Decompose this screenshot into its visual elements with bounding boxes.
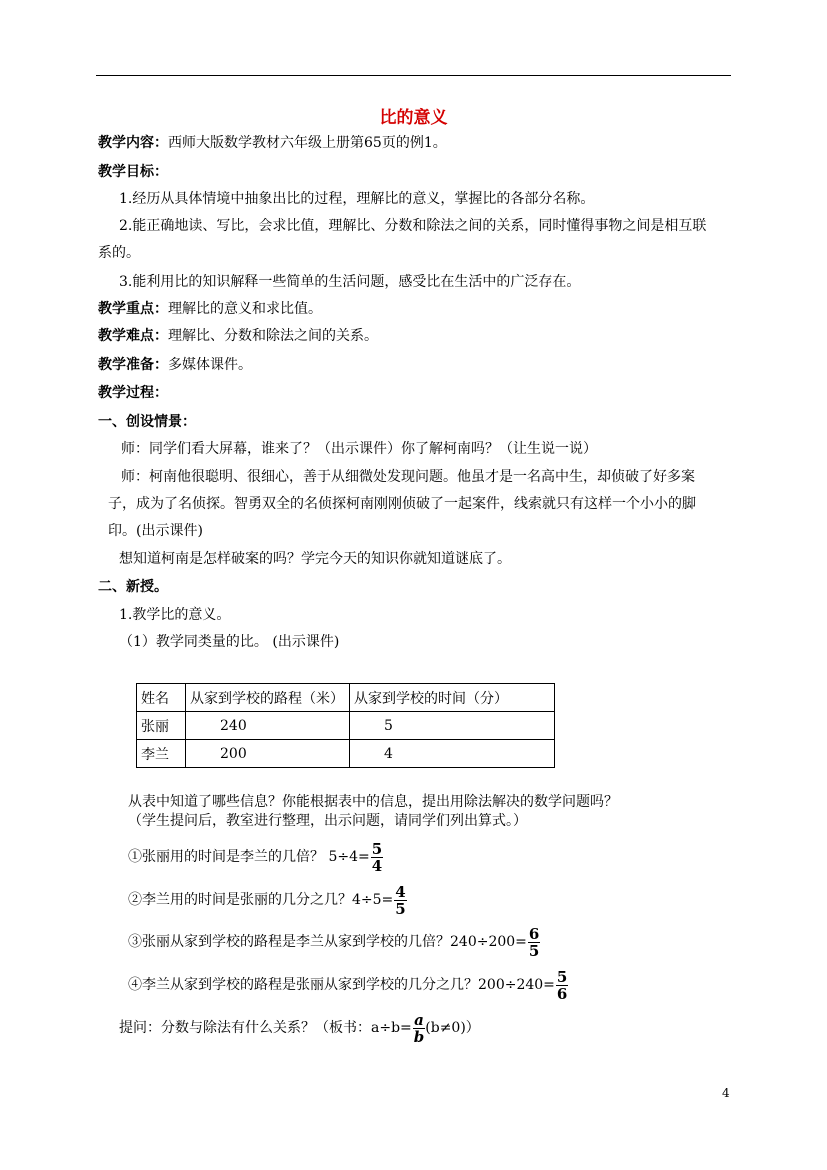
board-question-tail: (b≠0)） bbox=[425, 1020, 480, 1036]
header-rule bbox=[96, 75, 731, 76]
fraction-numerator: 5 bbox=[556, 967, 568, 986]
fraction bbox=[394, 884, 406, 917]
table-header-row bbox=[137, 684, 555, 712]
section-2-heading: 二、新授。 bbox=[98, 579, 168, 595]
fraction-numerator: 5 bbox=[371, 839, 383, 858]
fraction-denominator: 5 bbox=[395, 899, 406, 918]
goal-3: 3.能利用比的知识解释一些简单的生活问题，感受比在生活中的广泛存在。 bbox=[119, 274, 581, 290]
fraction-denominator: 5 bbox=[528, 941, 540, 960]
question-4 bbox=[128, 965, 568, 1005]
board-question bbox=[119, 1008, 480, 1048]
table-cell: 5 bbox=[350, 712, 555, 740]
page-number: 4 bbox=[722, 1086, 730, 1100]
content-text: 西师大版数学教材六年级上册第65页的例1。 bbox=[168, 135, 447, 151]
content-line bbox=[98, 133, 447, 153]
goal-2-line-2: 系的。 bbox=[98, 245, 140, 261]
subsection-1: 1.教学比的意义。 bbox=[119, 607, 231, 623]
table-row bbox=[137, 712, 555, 740]
difficulty-text: 理解比、分数和除法之间的关系。 bbox=[168, 328, 378, 344]
key-point-line bbox=[98, 299, 322, 319]
paragraph-2-line-3: 印。(出示课件) bbox=[108, 523, 203, 539]
fraction bbox=[528, 926, 540, 959]
goal-2-line-1: 2.能正确地读、写比，会求比值，理解比、分数和除法之间的关系，同时懂得事物之间是相互联 bbox=[119, 218, 707, 234]
preparation-line bbox=[98, 355, 252, 375]
key-point-label: 教学重点： bbox=[98, 301, 168, 317]
question-2-text: ②李兰用的时间是张丽的几分之几？4÷5= bbox=[128, 892, 394, 908]
fraction-denominator: 4 bbox=[371, 856, 383, 875]
paragraph-2-line-2: 子，成为了名侦探。智勇双全的名侦探柯南刚刚侦破了一起案件，线索就只有这样一个小小的脚 bbox=[108, 496, 696, 512]
data-table bbox=[136, 683, 555, 768]
paragraph-3: 想知道柯南是怎样破案的吗？学完今天的知识你就知道谜底了。 bbox=[119, 551, 511, 567]
fraction-numerator: 6 bbox=[528, 924, 540, 943]
paragraph-2-line-1: 师：柯南他很聪明、很细心，善于从细微处发现问题。他虽才是一名高中生，却侦破了好多案 bbox=[121, 469, 695, 485]
difficulty-line bbox=[98, 326, 378, 346]
question-note: （学生提问后，教室进行整理，出示问题，请同学们列出算式。） bbox=[128, 813, 527, 829]
question-intro: 从表中知道了哪些信息？你能根据表中的信息，提出用除法解决的数学问题吗？ bbox=[128, 794, 618, 810]
fraction-denominator: b bbox=[413, 1027, 425, 1046]
table-cell: 李兰 bbox=[137, 740, 186, 768]
page-title: 比的意义 bbox=[379, 108, 448, 128]
difficulty-label: 教学难点： bbox=[98, 328, 168, 344]
fraction bbox=[556, 969, 568, 1002]
question-1 bbox=[128, 837, 383, 877]
paragraph-1: 师：同学们看大屏幕，谁来了？（出示课件）你了解柯南吗？（让生说一说） bbox=[121, 441, 597, 457]
fraction bbox=[413, 1012, 426, 1045]
table-header-cell: 从家到学校的路程（米） bbox=[186, 684, 350, 712]
fraction bbox=[371, 841, 383, 874]
question-2 bbox=[128, 880, 407, 920]
section-1-heading: 一、创设情景： bbox=[98, 414, 196, 430]
table-cell: 200 bbox=[186, 740, 350, 768]
table-cell: 4 bbox=[350, 740, 555, 768]
table-cell: 240 bbox=[186, 712, 350, 740]
table-row bbox=[137, 740, 555, 768]
table-cell: 张丽 bbox=[137, 712, 186, 740]
question-3 bbox=[128, 922, 540, 962]
table-header-cell: 从家到学校的时间（分） bbox=[350, 684, 555, 712]
process-label: 教学过程： bbox=[98, 385, 168, 401]
goal-1: 1.经历从具体情境中抽象出比的过程，理解比的意义，掌握比的各部分名称。 bbox=[119, 191, 595, 207]
preparation-text: 多媒体课件。 bbox=[168, 357, 252, 373]
question-4-text: ④李兰从家到学校的路程是张丽从家到学校的几分之几？200÷240= bbox=[128, 977, 555, 993]
board-question-text: 提问：分数与除法有什么关系？（板书：a÷b= bbox=[119, 1020, 412, 1036]
preparation-label: 教学准备： bbox=[98, 357, 168, 373]
question-1-text: ①张丽用的时间是李兰的几倍？ 5÷4= bbox=[128, 849, 370, 865]
key-point-text: 理解比的意义和求比值。 bbox=[168, 301, 322, 317]
content-label: 教学内容： bbox=[98, 135, 168, 151]
question-3-text: ③张丽从家到学校的路程是李兰从家到学校的几倍？240÷200= bbox=[128, 934, 527, 950]
subsection-1-1: （1）教学同类量的比。 (出示课件) bbox=[119, 634, 340, 650]
fraction-numerator: 4 bbox=[395, 882, 406, 901]
table-header-cell: 姓名 bbox=[137, 684, 186, 712]
fraction-numerator: a bbox=[414, 1010, 424, 1029]
goals-label: 教学目标： bbox=[98, 164, 168, 180]
fraction-denominator: 6 bbox=[556, 984, 568, 1003]
